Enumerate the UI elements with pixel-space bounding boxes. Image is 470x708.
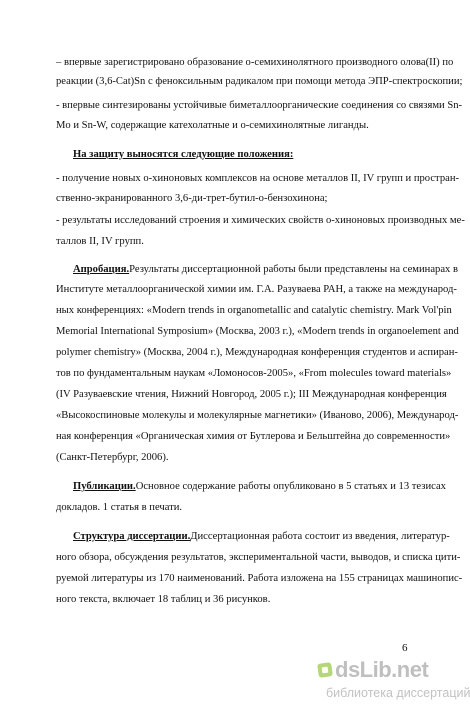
text-line: Mo и Sn-W, содержащие катехолатные и о-семихинолятные лиганды. — [56, 120, 369, 131]
section-heading: На защиту выносятся следующие положения: — [73, 149, 294, 160]
book-icon — [317, 662, 333, 678]
text-line — [73, 530, 450, 544]
page-number: 6 — [402, 642, 408, 654]
watermark-logo — [318, 658, 428, 682]
publications-heading: Публикации. — [73, 481, 136, 492]
watermark-logo-text: dsLib.net — [335, 657, 429, 682]
text-line — [73, 263, 458, 277]
text-line: руемой литературы из 170 наименований. Работа изложена на 155 страницах машинопис- — [56, 573, 463, 584]
text-line — [73, 480, 446, 494]
text-line: - результаты исследований строения и химических свойств о-хиноновых производных ме- — [56, 215, 465, 226]
text-line: Memorial International Symposium» (Москва, 2003 г.), «Modern trends in organoelement and — [56, 326, 459, 337]
text-run: Результаты диссертационной работы были представлены на семинарах в — [129, 264, 458, 275]
text-line: - получение новых о-хиноновых комплексов на основе металлов II, IV групп и простран- — [56, 173, 460, 184]
structure-heading: Структура диссертации. — [73, 531, 191, 542]
text-line: ственно-экранированного 3,6-ди-трет-бутил-о-бензохинона; — [56, 193, 328, 204]
text-line: (IV Разуваевские чтения, Нижний Новгород, 2005 г.); III Международная конференция — [56, 389, 447, 400]
text-run: Основное содержание работы опубликовано в 5 статьях и 13 тезисах — [135, 481, 446, 492]
text-line: ного обзора, обсуждения результатов, экспериментальной части, выводов, и списка цити- — [56, 552, 461, 563]
text-line: ных конференциях: «Modern trends in organometallic and catalytic chemistry. Mark Vol'pin — [56, 305, 452, 316]
watermark-subtitle: библиотека диссертаций — [326, 686, 470, 700]
text-line: реакции (3,6-Cat)Sn с феноксильным радикалом при помощи метода ЭПР-спектроскопии; — [56, 76, 463, 87]
text-line: (Санкт-Петербург, 2006). — [56, 452, 169, 463]
approbation-heading: Апробация. — [73, 264, 130, 275]
text-line: докладов. 1 статья в печати. — [56, 502, 183, 513]
text-line: ного текста, включает 18 таблиц и 36 рисунков. — [56, 594, 271, 605]
text-run: Диссертационная работа состоит из введения, литератур- — [190, 531, 450, 542]
text-line: – впервые зарегистрировано образование о-семихинолятного производного олова(II) по — [56, 57, 454, 68]
text-line: таллов II, IV групп. — [56, 236, 144, 247]
text-line: тов по фундаментальным наукам «Ломоносов-2005», «From molecules toward materials» — [56, 368, 452, 379]
text-line: polymer chemistry» (Москва, 2004 г.), Международная конференция студентов и аспиран- — [56, 347, 458, 358]
text-line: - впервые синтезированы устойчивые биметаллоорганические соединения со связями Sn- — [56, 100, 463, 111]
text-line: «Высокоспиновые молекулы и молекулярные магнетики» (Иваново, 2006), Международ- — [56, 410, 459, 421]
text-line: ная конференция «Органическая химия от Бутлерова и Бельштейна до современности» — [56, 431, 451, 442]
text-line: Институте металлоорганической химии им. Г.А. Разуваева РАН, а также на международ- — [56, 284, 457, 295]
watermark — [318, 657, 470, 704]
